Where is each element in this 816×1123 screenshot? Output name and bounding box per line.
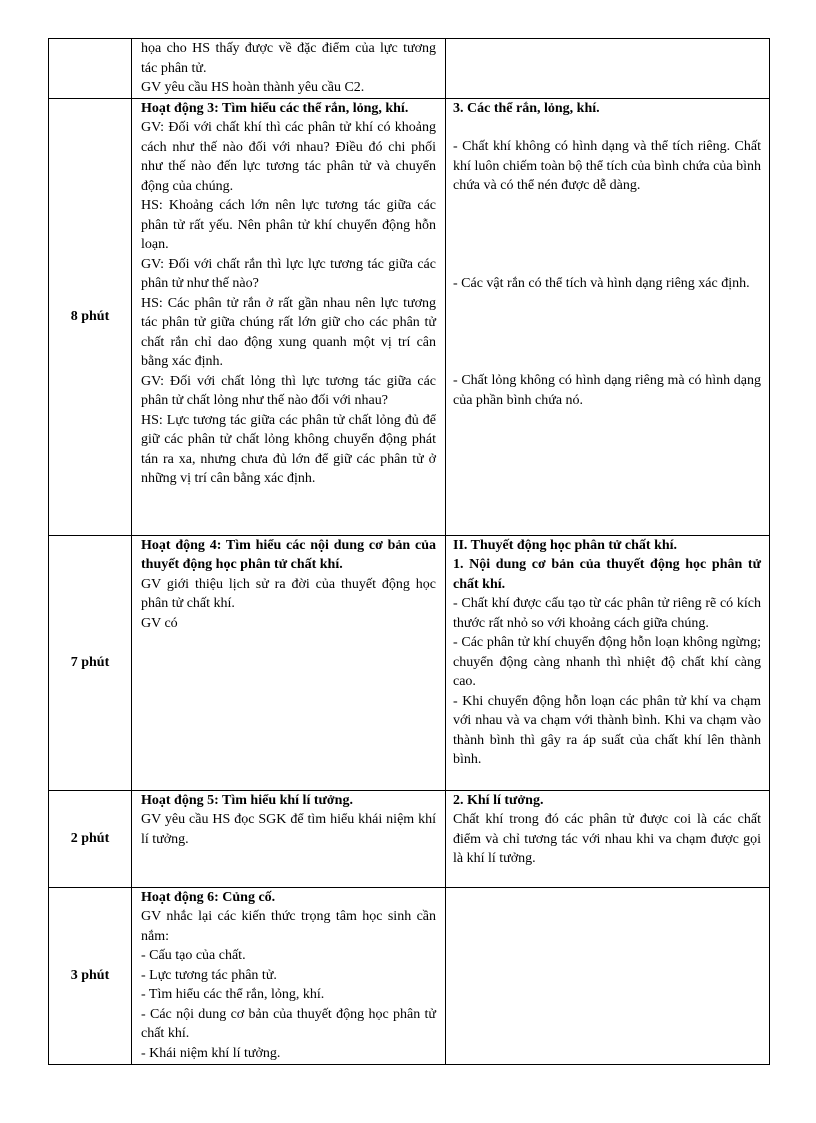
activity-text: - Lực tương tác phân tử. [141, 967, 277, 983]
activity-heading: Hoạt động 3: Tìm hiểu các thể rắn, lỏng, khí. [141, 100, 409, 116]
content-text: - Chất lỏng không có hình dạng riêng mà có hình dạng của phần bình chứa nó. [453, 373, 761, 408]
table-row [49, 790, 770, 887]
time-cell [49, 39, 132, 99]
activity-cell [132, 98, 446, 535]
content-text: Chất khí trong đó các phân tử được coi là các chất điểm và chỉ tương tác với nhau khi va chạm được gọi là khí lí tưởng. [453, 812, 761, 866]
time-cell [49, 535, 132, 790]
content-cell [446, 887, 770, 1064]
time-label: 3 phút [70, 967, 110, 983]
activity-text: HS: Khoảng cách lớn nên lực tương tác giữa các phân tử rất yếu. Nên phân tử khí chuyển động hỗn loạn. [141, 198, 436, 252]
activity-text: GV nhắc lại các kiến thức trọng tâm học sinh cần nắm: [141, 909, 436, 944]
activity-cell [132, 887, 446, 1064]
content-text: - Khi chuyển động hỗn loạn các phân tử khí va chạm với nhau và va chạm với thành bình. Khi va chạm vào thành bình thì gây ra áp suất của chất khí lên thành bình. [453, 693, 761, 767]
activity-text: GV: Đối với chất lỏng thì lực tương tác giữa các phân tử chất lỏng như thế nào đối với nhau? [141, 373, 436, 408]
activity-heading: Hoạt động 4: Tìm hiểu các nội dung cơ bản của thuyết động học phân tử chất khí. [141, 537, 436, 572]
activity-cell [132, 790, 446, 887]
time-label: 7 phút [70, 654, 110, 670]
table-row [49, 887, 770, 1064]
activity-text: HS: Lực tương tác giữa các phân tử chất lỏng đủ để giữ các phân tử chất lỏng không chuyển động phát tán ra xa, nhưng chưa đủ lớn để giữ các phân tử ở những vị trí cân bằng xác định. [141, 412, 436, 486]
table-row [49, 98, 770, 535]
activity-heading: Hoạt động 6: Củng cố. [141, 889, 276, 905]
activity-cell [132, 535, 446, 790]
activity-text: - Tìm hiểu các thể rắn, lỏng, khí. [141, 987, 325, 1002]
activity-heading: Hoạt động 5: Tìm hiểu khí lí tưởng. [141, 792, 353, 808]
activity-text: HS: Các phân tử rắn ở rất gần nhau nên lực tương tác phân tử giữa chúng rất lớn giữ cho các phân tử chất rắn chỉ dao động xung quanh một vị trí cân bằng xác định. [141, 295, 436, 369]
content-cell [446, 98, 770, 535]
activity-cell [132, 39, 446, 99]
activity-text: - Khái niệm khí lí tưởng. [141, 1045, 281, 1061]
table-row [49, 39, 770, 99]
time-label: 2 phút [70, 830, 110, 846]
time-cell [49, 887, 132, 1064]
content-text: - Chất khí được cấu tạo từ các phân tử riêng rẽ có kích thước rất nhỏ so với khoảng cách giữa chúng. [453, 596, 761, 631]
activity-text: GV yêu cầu HS hoàn thành yêu cầu C2. [141, 80, 365, 95]
activity-text: GV giới thiệu lịch sử ra đời của thuyết động học phân tử chất khí. [141, 576, 436, 611]
time-cell [49, 790, 132, 887]
table-row [49, 535, 770, 790]
content-subheading: 1. Nội dung cơ bản của thuyết động học phân tử chất khí. [453, 557, 761, 592]
lesson-plan-table [48, 38, 770, 1065]
time-cell [49, 98, 132, 535]
content-text: - Các vật rắn có thể tích và hình dạng riêng xác định. [453, 275, 750, 291]
content-cell [446, 535, 770, 790]
content-cell [446, 790, 770, 887]
content-text: - Các phân tử khí chuyển động hỗn loạn không ngừng; chuyển động càng nhanh thì nhiệt độ chất khí càng cao. [453, 635, 761, 689]
content-heading: 3. Các thể rắn, lỏng, khí. [453, 100, 600, 116]
activity-text: GV có [141, 615, 178, 631]
activity-text: GV: Đối với chất rắn thì lực lực tương tác giữa các phân tử như thế nào? [141, 256, 436, 291]
activity-text: GV: Đối với chất khí thì các phân tử khí có khoảng cách như thế nào đối với nhau? Điều đó chi phối như thế nào đến lực tương tác phân tử và chuyển động của chúng. [141, 120, 436, 194]
content-heading: 2. Khí lí tưởng. [453, 792, 544, 808]
activity-text: GV yêu cầu HS đọc SGK để tìm hiểu khái niệm khí lí tưởng. [141, 812, 436, 847]
activity-text: họa cho HS thấy được về đặc điểm của lực tương tác phân tử. [141, 41, 436, 76]
content-cell [446, 39, 770, 99]
content-text: - Chất khí không có hình dạng và thể tích riêng. Chất khí luôn chiếm toàn bộ thể tích của bình chứa của bình chứa và có thể nén được dễ dàng. [453, 139, 761, 193]
activity-text: - Các nội dung cơ bản của thuyết động học phân tử chất khí. [141, 1006, 436, 1041]
content-heading: II. Thuyết động học phân tử chất khí. [453, 537, 678, 553]
time-label: 8 phút [70, 308, 110, 324]
activity-text: - Cấu tạo của chất. [141, 948, 246, 963]
